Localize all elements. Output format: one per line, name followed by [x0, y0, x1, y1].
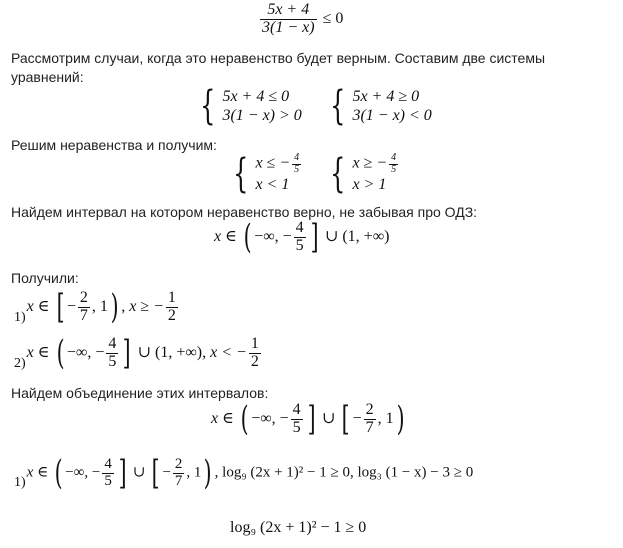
system-4: { x ≥ − $\frac{4}{5}$ x > 1 — [330, 150, 397, 197]
interval-odz: x ∈ ( −∞, − $\frac{4}{5}$ ] ∪ (1, +∞) — [214, 217, 390, 258]
text-equations: уравнений: — [11, 69, 84, 85]
text-got: Получили: — [11, 270, 79, 286]
system-1: { 5x + 4 ≤ 0 3(1 − x) > 0 — [200, 83, 302, 129]
text-union: Найдем объединение этих интервалов: — [11, 385, 269, 401]
final-line: 1)x ∈ ( −∞, − $\frac{4}{5}$ ] ∪ [ − $\frac{2}{7}$ , 1) , log₉ (2x + 1)² − 1 ≥ 0, log₃ (1 − x) − 3 ≥ 0 — [14, 453, 474, 493]
interval-union: x ∈ ( −∞, − $\frac{4}{5}$ ] ∪ [ − $\frac{2}{7}$ , 1) — [211, 399, 405, 440]
case-1: 1)x ∈ [ − $\frac{2}{7}$ , 1) , x ≥ − $\frac{1}{2}$ — [14, 287, 176, 328]
bottom-equation: log₉ (2x + 1)² − 1 ≥ 0 — [230, 519, 367, 536]
case-2: 2)x ∈ ( −∞, − $\frac{4}{5}$ ] ∪ (1, +∞), x < − $\frac{1}{2}$ — [14, 333, 259, 374]
top-inequality: $\frac{5x + 4}{3(1 - x)}$ ≤ 0 — [262, 1, 344, 36]
text-cases: Рассмотрим случаи, когда это неравенство будет верным. Составим две системы — [11, 50, 546, 66]
text-interval: Найдем интервал на котором неравенство верно, не забывая про ОДЗ: — [11, 204, 478, 220]
system-3: { x ≤ − $\frac{4}{5}$ x < 1 — [233, 150, 300, 197]
system-2: { 5x + 4 ≥ 0 3(1 − x) < 0 — [330, 83, 432, 129]
top-fraction: $\frac{5x + 4}{3(1 - x)}$ — [262, 1, 315, 36]
text-solve: Решим неравенства и получим: — [11, 137, 217, 153]
